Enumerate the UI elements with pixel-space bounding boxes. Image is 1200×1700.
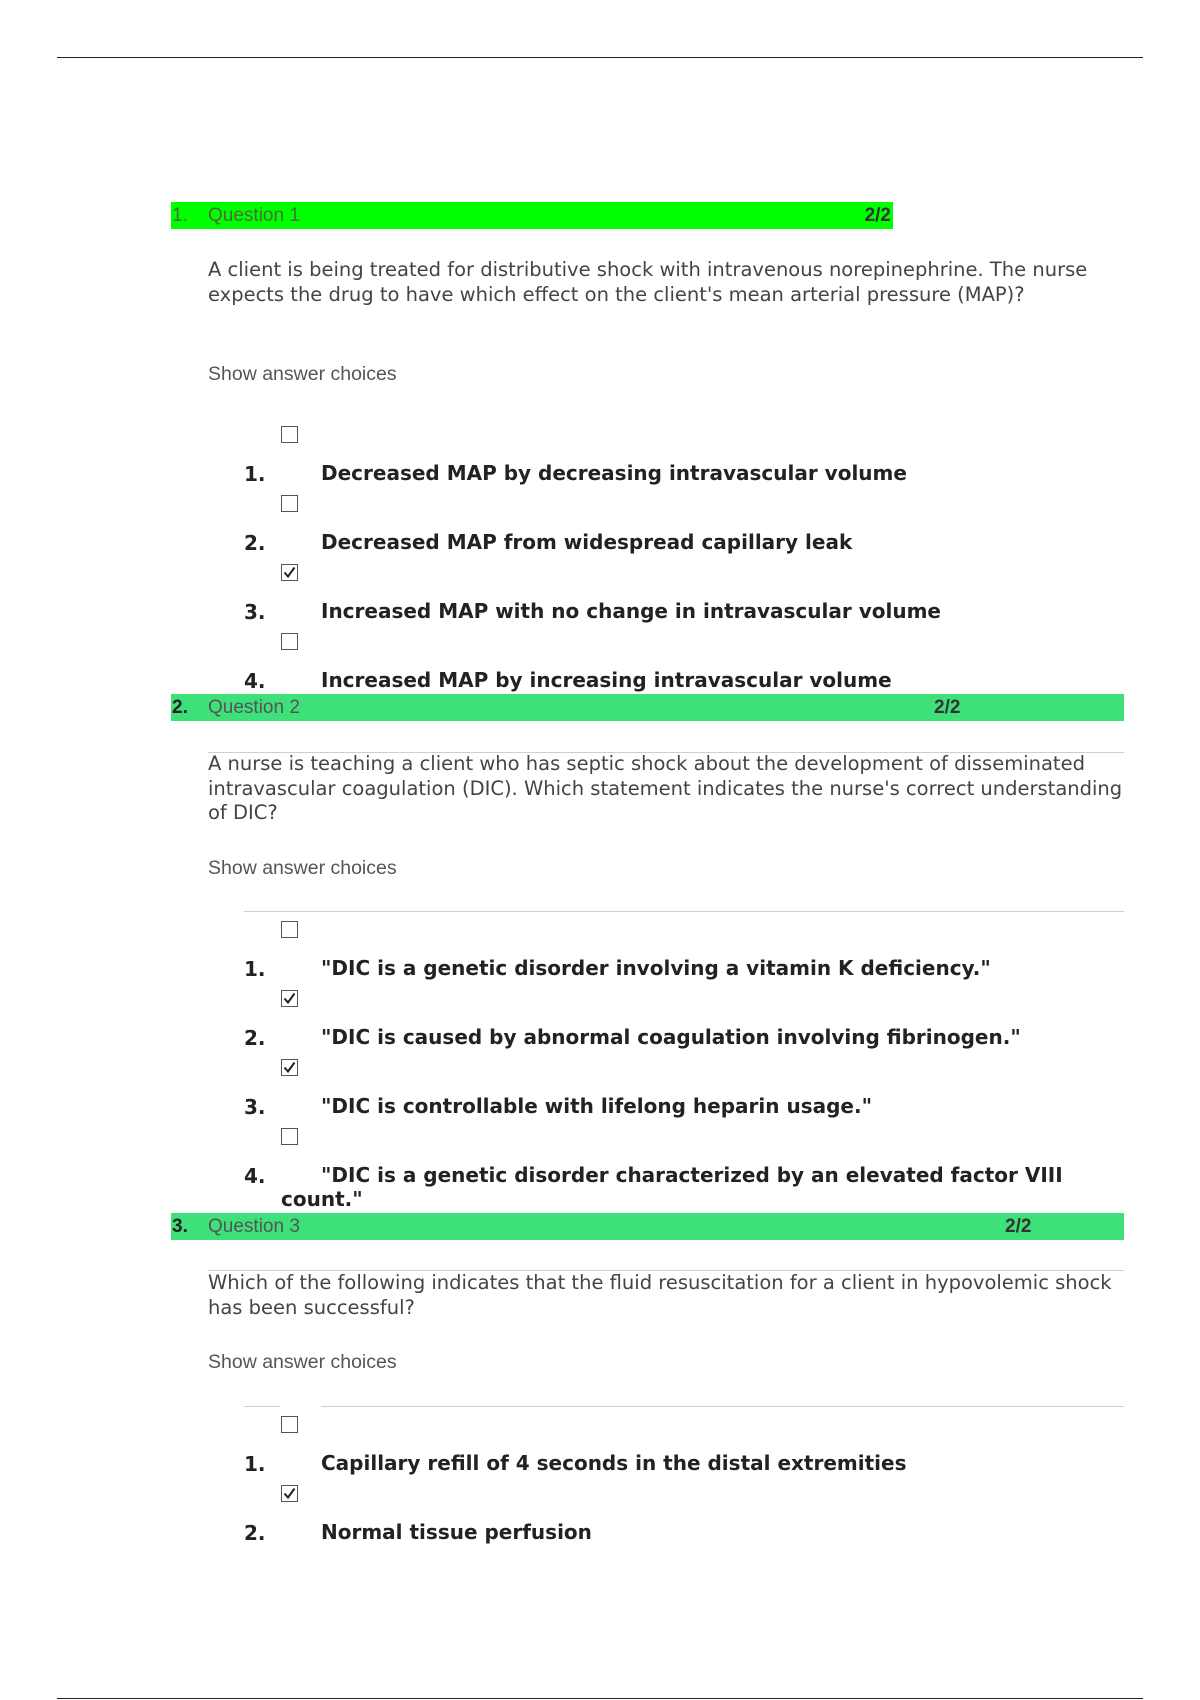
divider (244, 1406, 280, 1407)
option-number: 2. (244, 1026, 266, 1050)
question-title: Question 1 (208, 205, 300, 226)
page-top-rule (57, 57, 1143, 58)
option-checkbox[interactable] (281, 426, 298, 443)
show-answer-choices-link[interactable]: Show answer choices (208, 1351, 397, 1373)
option-text: Capillary refill of 4 seconds in the distal extremities (321, 1451, 907, 1475)
option-checkbox-checked[interactable] (281, 1059, 298, 1076)
question-3-stem: Which of the following indicates that the fluid resuscitation for a client in hypovolemic shock has been successful? (208, 1271, 1112, 1319)
question-title: Question 3 (208, 1216, 300, 1237)
option-number: 1. (244, 462, 266, 486)
option-text: "DIC is caused by abnormal coagulation involving fibrinogen." (321, 1025, 1021, 1049)
option-text: "DIC is a genetic disorder characterized by an elevated factor VIII (321, 1163, 1063, 1187)
checkmark-icon (283, 1487, 296, 1500)
question-2-stem: A nurse is teaching a client who has septic shock about the development of disseminated intravascular coagulation (DIC). Which statement indicates the nurse's correct understanding of DIC? (208, 752, 1123, 824)
option-checkbox[interactable] (281, 1416, 298, 1433)
option-text-continuation: count." (281, 1187, 363, 1211)
question-score: 2/2 (864, 205, 891, 226)
option-number: 2. (244, 531, 266, 555)
divider (321, 1406, 1124, 1407)
question-2-header (171, 694, 1124, 721)
checkmark-icon (283, 1061, 296, 1074)
question-1-header (171, 202, 893, 229)
option-checkbox[interactable] (281, 633, 298, 650)
show-answer-choices-link[interactable]: Show answer choices (208, 363, 397, 385)
option-number: 1. (244, 957, 266, 981)
option-text: Decreased MAP from widespread capillary leak (321, 530, 853, 554)
option-number: 4. (244, 1164, 266, 1188)
option-text: Decreased MAP by decreasing intravascular volume (321, 461, 907, 485)
option-checkbox[interactable] (281, 495, 298, 512)
question-1-stem: A client is being treated for distributive shock with intravenous norepinephrine. The nurse expects the drug to have which effect on the client's mean arterial pressure (MAP)? (208, 258, 1088, 306)
checkmark-icon (283, 992, 296, 1005)
option-text: Increased MAP with no change in intravascular volume (321, 599, 941, 623)
question-number: 1. (172, 205, 188, 226)
option-number: 2. (244, 1521, 266, 1545)
option-text: "DIC is controllable with lifelong heparin usage." (321, 1094, 872, 1118)
question-number: 3. (172, 1216, 188, 1237)
option-checkbox-checked[interactable] (281, 990, 298, 1007)
option-checkbox-checked[interactable] (281, 564, 298, 581)
divider (244, 911, 1124, 912)
question-score: 2/2 (934, 697, 961, 718)
option-number: 3. (244, 1095, 266, 1119)
option-number: 4. (244, 669, 266, 693)
show-answer-choices-link[interactable]: Show answer choices (208, 857, 397, 879)
option-checkbox-checked[interactable] (281, 1485, 298, 1502)
option-number: 1. (244, 1452, 266, 1476)
option-text: Increased MAP by increasing intravascular volume (321, 668, 892, 692)
option-text: "DIC is a genetic disorder involving a vitamin K deficiency." (321, 956, 991, 980)
option-text: Normal tissue perfusion (321, 1520, 592, 1544)
option-number: 3. (244, 600, 266, 624)
checkmark-icon (283, 566, 296, 579)
question-score: 2/2 (1005, 1216, 1032, 1237)
option-checkbox[interactable] (281, 921, 298, 938)
page-bottom-rule (57, 1698, 1143, 1699)
question-3-header (171, 1213, 1124, 1240)
question-title: Question 2 (208, 697, 300, 718)
option-checkbox[interactable] (281, 1128, 298, 1145)
question-number: 2. (172, 697, 188, 718)
